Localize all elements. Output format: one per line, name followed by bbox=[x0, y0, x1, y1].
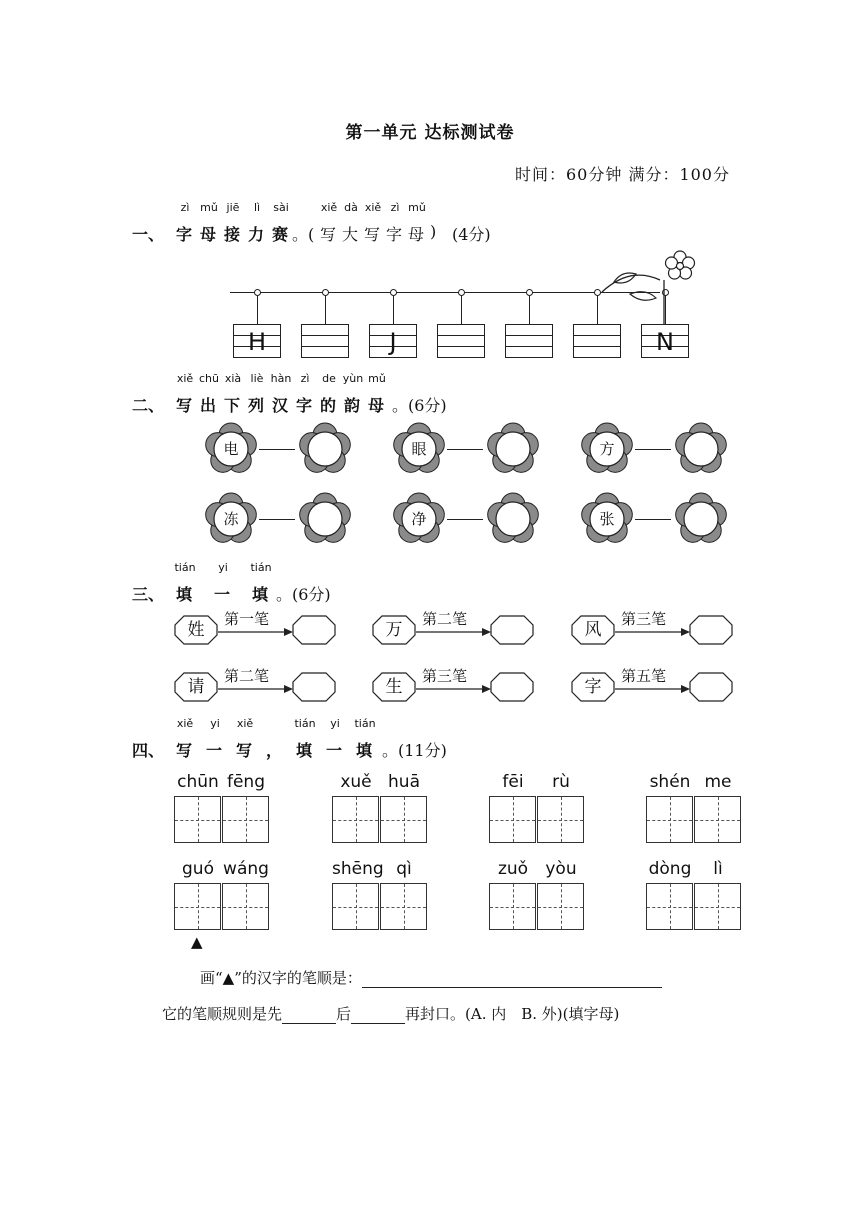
answer-blank bbox=[282, 1006, 336, 1024]
dash-line bbox=[447, 519, 483, 520]
s2-pinyin: xià bbox=[224, 372, 242, 385]
s4-number: 四、 bbox=[132, 741, 165, 760]
s2-pinyin: xiě bbox=[176, 372, 194, 385]
s4-title-char: 写 bbox=[176, 741, 193, 760]
s1-pinyin: sài bbox=[273, 201, 289, 214]
tian-grid-cell bbox=[646, 796, 693, 843]
tian-grid-cell bbox=[537, 796, 584, 843]
answer-blank bbox=[362, 970, 662, 988]
tian-grid-cell bbox=[380, 883, 427, 930]
answer-blank bbox=[351, 1006, 405, 1024]
grid-guide bbox=[246, 884, 247, 929]
s4-title-char: ， bbox=[266, 741, 283, 760]
s3-title-char: 一 bbox=[214, 585, 231, 604]
tian-grid-cell bbox=[489, 796, 536, 843]
flower-decoration-icon bbox=[600, 246, 710, 326]
word-pinyin: xuě bbox=[340, 772, 372, 792]
s2-score: 。(6分) bbox=[392, 396, 447, 415]
grid-guide bbox=[246, 797, 247, 842]
s1-pinyin: mǔ bbox=[200, 201, 218, 214]
s2-pinyin: yùn bbox=[342, 372, 364, 385]
word-pinyin: wáng bbox=[223, 859, 269, 879]
letter: H bbox=[247, 328, 267, 356]
answer-flower bbox=[674, 422, 728, 476]
s3-score: 。(6分) bbox=[276, 585, 331, 604]
grid-guide bbox=[561, 884, 562, 929]
stroke-label: 第三笔 bbox=[422, 667, 468, 685]
dash-line bbox=[635, 449, 671, 450]
stroke-label: 第二笔 bbox=[422, 610, 468, 628]
time-info: 时间：60分钟 满分：100分 bbox=[515, 165, 730, 184]
char-flower bbox=[392, 422, 446, 476]
s1-ring bbox=[322, 289, 329, 296]
word-pinyin: me bbox=[704, 772, 732, 792]
s1-post bbox=[257, 292, 258, 324]
grid-guide bbox=[356, 884, 357, 929]
s2-pinyin: hàn bbox=[270, 372, 292, 385]
dash-line bbox=[259, 449, 295, 450]
stroke-label: 第五笔 bbox=[621, 667, 667, 685]
word-pinyin: lì bbox=[713, 859, 723, 879]
stroke-label: 第三笔 bbox=[621, 610, 667, 628]
dash-line bbox=[259, 519, 295, 520]
char-flower bbox=[580, 492, 634, 546]
char-octagon bbox=[174, 615, 218, 645]
octagon-char: 风 bbox=[584, 620, 602, 640]
grid-guide bbox=[513, 884, 514, 929]
s1-paren-char: 字 bbox=[386, 225, 403, 244]
word-pinyin: yòu bbox=[545, 859, 577, 879]
octagon-char: 字 bbox=[584, 677, 602, 697]
word-pinyin: huā bbox=[388, 772, 420, 792]
s1-paren-open: 。( bbox=[292, 225, 315, 244]
char-octagon bbox=[571, 672, 615, 702]
s1-pinyin: jiē bbox=[226, 201, 240, 214]
answer-flower bbox=[298, 492, 352, 546]
word-pinyin: zuǒ bbox=[497, 859, 529, 879]
grid-guide bbox=[404, 797, 405, 842]
s1-title-char: 力 bbox=[248, 225, 265, 244]
tian-grid-cell bbox=[380, 796, 427, 843]
s2-pinyin: liè bbox=[250, 372, 264, 385]
stroke-label: 第二笔 bbox=[224, 667, 270, 685]
s1-paren-close: ) bbox=[430, 222, 437, 241]
s1-pinyin: zì bbox=[180, 201, 190, 214]
s1-post bbox=[529, 292, 530, 324]
s4-title-char: 填 bbox=[356, 741, 373, 760]
s1-title-char: 母 bbox=[200, 225, 217, 244]
s2-title-char: 字 bbox=[296, 396, 313, 415]
answer-octagon bbox=[490, 615, 534, 645]
s1-paren-char: 母 bbox=[408, 225, 425, 244]
tian-grid-cell bbox=[222, 883, 269, 930]
s2-pinyin: zì bbox=[300, 372, 310, 385]
flower-char: 净 bbox=[411, 510, 427, 528]
box-line bbox=[302, 335, 348, 336]
stroke-rule-question bbox=[162, 1003, 619, 1024]
box-line bbox=[506, 335, 552, 336]
s1-ring bbox=[254, 289, 261, 296]
char-flower bbox=[204, 422, 258, 476]
s1-score: (4分) bbox=[452, 225, 491, 244]
tian-grid-cell bbox=[174, 883, 221, 930]
box-line bbox=[302, 346, 348, 347]
word-pinyin: fēi bbox=[502, 772, 524, 792]
tian-grid-cell bbox=[694, 883, 741, 930]
box-line bbox=[574, 335, 620, 336]
answer-octagon bbox=[689, 672, 733, 702]
s2-title-char: 出 bbox=[200, 396, 217, 415]
answer-octagon bbox=[490, 672, 534, 702]
answer-flower bbox=[674, 492, 728, 546]
grid-guide bbox=[718, 797, 719, 842]
letter-box bbox=[369, 324, 417, 358]
octagon-char: 生 bbox=[385, 677, 403, 697]
s1-pinyin: zì bbox=[390, 201, 400, 214]
letter-box bbox=[505, 324, 553, 358]
s1-pinyin: dà bbox=[344, 201, 358, 214]
s1-title-char: 赛 bbox=[272, 225, 289, 244]
question-text: 画“▲”的汉字的笔顺是： bbox=[200, 969, 362, 987]
s1-pinyin: lì bbox=[253, 201, 261, 214]
grid-guide bbox=[561, 797, 562, 842]
s2-title-char: 汉 bbox=[272, 396, 289, 415]
s4-pinyin: tián bbox=[354, 717, 376, 730]
s2-pinyin: mǔ bbox=[368, 372, 386, 385]
flower-char: 眼 bbox=[411, 440, 427, 458]
s2-pinyin: chū bbox=[199, 372, 219, 385]
answer-flower bbox=[486, 492, 540, 546]
s2-title-char: 写 bbox=[176, 396, 193, 415]
stroke-label: 第一笔 bbox=[224, 610, 270, 628]
letter-box bbox=[437, 324, 485, 358]
s4-pinyin: tián bbox=[294, 717, 316, 730]
s2-pinyin: de bbox=[322, 372, 336, 385]
answer-octagon bbox=[689, 615, 733, 645]
s1-post bbox=[461, 292, 462, 324]
s1-paren-char: 写 bbox=[364, 225, 381, 244]
answer-flower bbox=[298, 422, 352, 476]
s3-pinyin: tián bbox=[250, 561, 272, 574]
stroke-order-question bbox=[200, 967, 662, 988]
letter-box bbox=[233, 324, 281, 358]
word-pinyin: chūn bbox=[177, 772, 219, 792]
char-flower bbox=[392, 492, 446, 546]
s1-paren-char: 写 bbox=[320, 225, 337, 244]
tian-grid-cell bbox=[537, 883, 584, 930]
letter: J bbox=[389, 328, 397, 356]
grid-guide bbox=[198, 797, 199, 842]
word-pinyin: rù bbox=[552, 772, 570, 792]
answer-flower bbox=[486, 422, 540, 476]
s2-number: 二、 bbox=[132, 396, 165, 415]
char-flower bbox=[580, 422, 634, 476]
question-text: 再封口。(A. 内 B. 外)(填字母) bbox=[405, 1005, 620, 1023]
char-octagon bbox=[174, 672, 218, 702]
word-pinyin: shēng bbox=[332, 859, 384, 879]
dash-line bbox=[447, 449, 483, 450]
s1-post bbox=[325, 292, 326, 324]
tian-grid-cell bbox=[222, 796, 269, 843]
triangle-marker-icon: ▲ bbox=[191, 933, 203, 951]
char-octagon bbox=[372, 672, 416, 702]
flower-char: 张 bbox=[599, 510, 615, 528]
s2-title-char: 列 bbox=[248, 396, 265, 415]
s2-title-char: 的 bbox=[320, 396, 337, 415]
s4-title-char: 填 bbox=[296, 741, 313, 760]
s4-pinyin: yi bbox=[330, 717, 340, 730]
question-text: 后 bbox=[336, 1005, 352, 1023]
octagon-char: 请 bbox=[187, 677, 205, 697]
flower-char: 方 bbox=[599, 440, 615, 458]
letter-box bbox=[301, 324, 349, 358]
grid-guide bbox=[356, 797, 357, 842]
s3-pinyin: yi bbox=[218, 561, 228, 574]
octagon-char: 姓 bbox=[187, 620, 205, 640]
tian-grid-cell bbox=[694, 796, 741, 843]
char-octagon bbox=[571, 615, 615, 645]
flower-char: 电 bbox=[223, 440, 239, 458]
s4-pinyin: xiě bbox=[176, 717, 194, 730]
s3-pinyin: tián bbox=[174, 561, 196, 574]
s1-post bbox=[393, 292, 394, 324]
s4-title-char: 写 bbox=[236, 741, 253, 760]
s1-number: 一、 bbox=[132, 225, 165, 244]
s1-pinyin: mǔ bbox=[408, 201, 426, 214]
tian-grid-cell bbox=[332, 796, 379, 843]
s1-post bbox=[597, 292, 598, 324]
grid-guide bbox=[404, 884, 405, 929]
grid-guide bbox=[718, 884, 719, 929]
tian-grid-cell bbox=[332, 883, 379, 930]
s2-title-char: 韵 bbox=[344, 396, 361, 415]
word-pinyin: shén bbox=[649, 772, 691, 792]
s1-pinyin: xiě bbox=[364, 201, 382, 214]
tian-grid-cell bbox=[646, 883, 693, 930]
s2-title-char: 母 bbox=[368, 396, 385, 415]
s4-pinyin: xiě bbox=[236, 717, 254, 730]
word-pinyin: dòng bbox=[648, 859, 692, 879]
page-title: 第一单元 达标测试卷 bbox=[345, 123, 515, 143]
letter-box bbox=[573, 324, 621, 358]
tian-grid-cell bbox=[489, 883, 536, 930]
char-octagon bbox=[372, 615, 416, 645]
box-line bbox=[438, 335, 484, 336]
octagon-char: 万 bbox=[385, 620, 403, 640]
box-line bbox=[438, 346, 484, 347]
s1-ring bbox=[526, 289, 533, 296]
word-pinyin: qì bbox=[396, 859, 412, 879]
grid-guide bbox=[670, 884, 671, 929]
s3-title-char: 填 bbox=[176, 585, 193, 604]
s1-ring bbox=[458, 289, 465, 296]
question-text: 它的笔顺规则是先 bbox=[162, 1005, 283, 1023]
s1-title-char: 字 bbox=[176, 225, 193, 244]
word-pinyin: fēng bbox=[226, 772, 265, 792]
s4-pinyin: yi bbox=[210, 717, 220, 730]
s3-number: 三、 bbox=[132, 585, 165, 604]
s1-paren-char: 大 bbox=[342, 225, 359, 244]
s1-pinyin: xiě bbox=[320, 201, 338, 214]
s3-title-char: 填 bbox=[252, 585, 269, 604]
flower-char: 冻 bbox=[223, 510, 239, 528]
answer-octagon bbox=[292, 615, 336, 645]
word-pinyin: guó bbox=[182, 859, 214, 879]
box-line bbox=[506, 346, 552, 347]
s2-title-char: 下 bbox=[224, 396, 241, 415]
s1-title-char: 接 bbox=[224, 225, 241, 244]
letter-box bbox=[641, 324, 689, 358]
grid-guide bbox=[670, 797, 671, 842]
letter: N bbox=[656, 328, 674, 356]
char-flower bbox=[204, 492, 258, 546]
s4-title-char: 一 bbox=[206, 741, 223, 760]
tian-grid-cell bbox=[174, 796, 221, 843]
answer-octagon bbox=[292, 672, 336, 702]
grid-guide bbox=[198, 884, 199, 929]
grid-guide bbox=[513, 797, 514, 842]
box-line bbox=[574, 346, 620, 347]
s4-title-char: 一 bbox=[326, 741, 343, 760]
s1-ring bbox=[390, 289, 397, 296]
dash-line bbox=[635, 519, 671, 520]
s4-score: 。(11分) bbox=[382, 741, 447, 760]
